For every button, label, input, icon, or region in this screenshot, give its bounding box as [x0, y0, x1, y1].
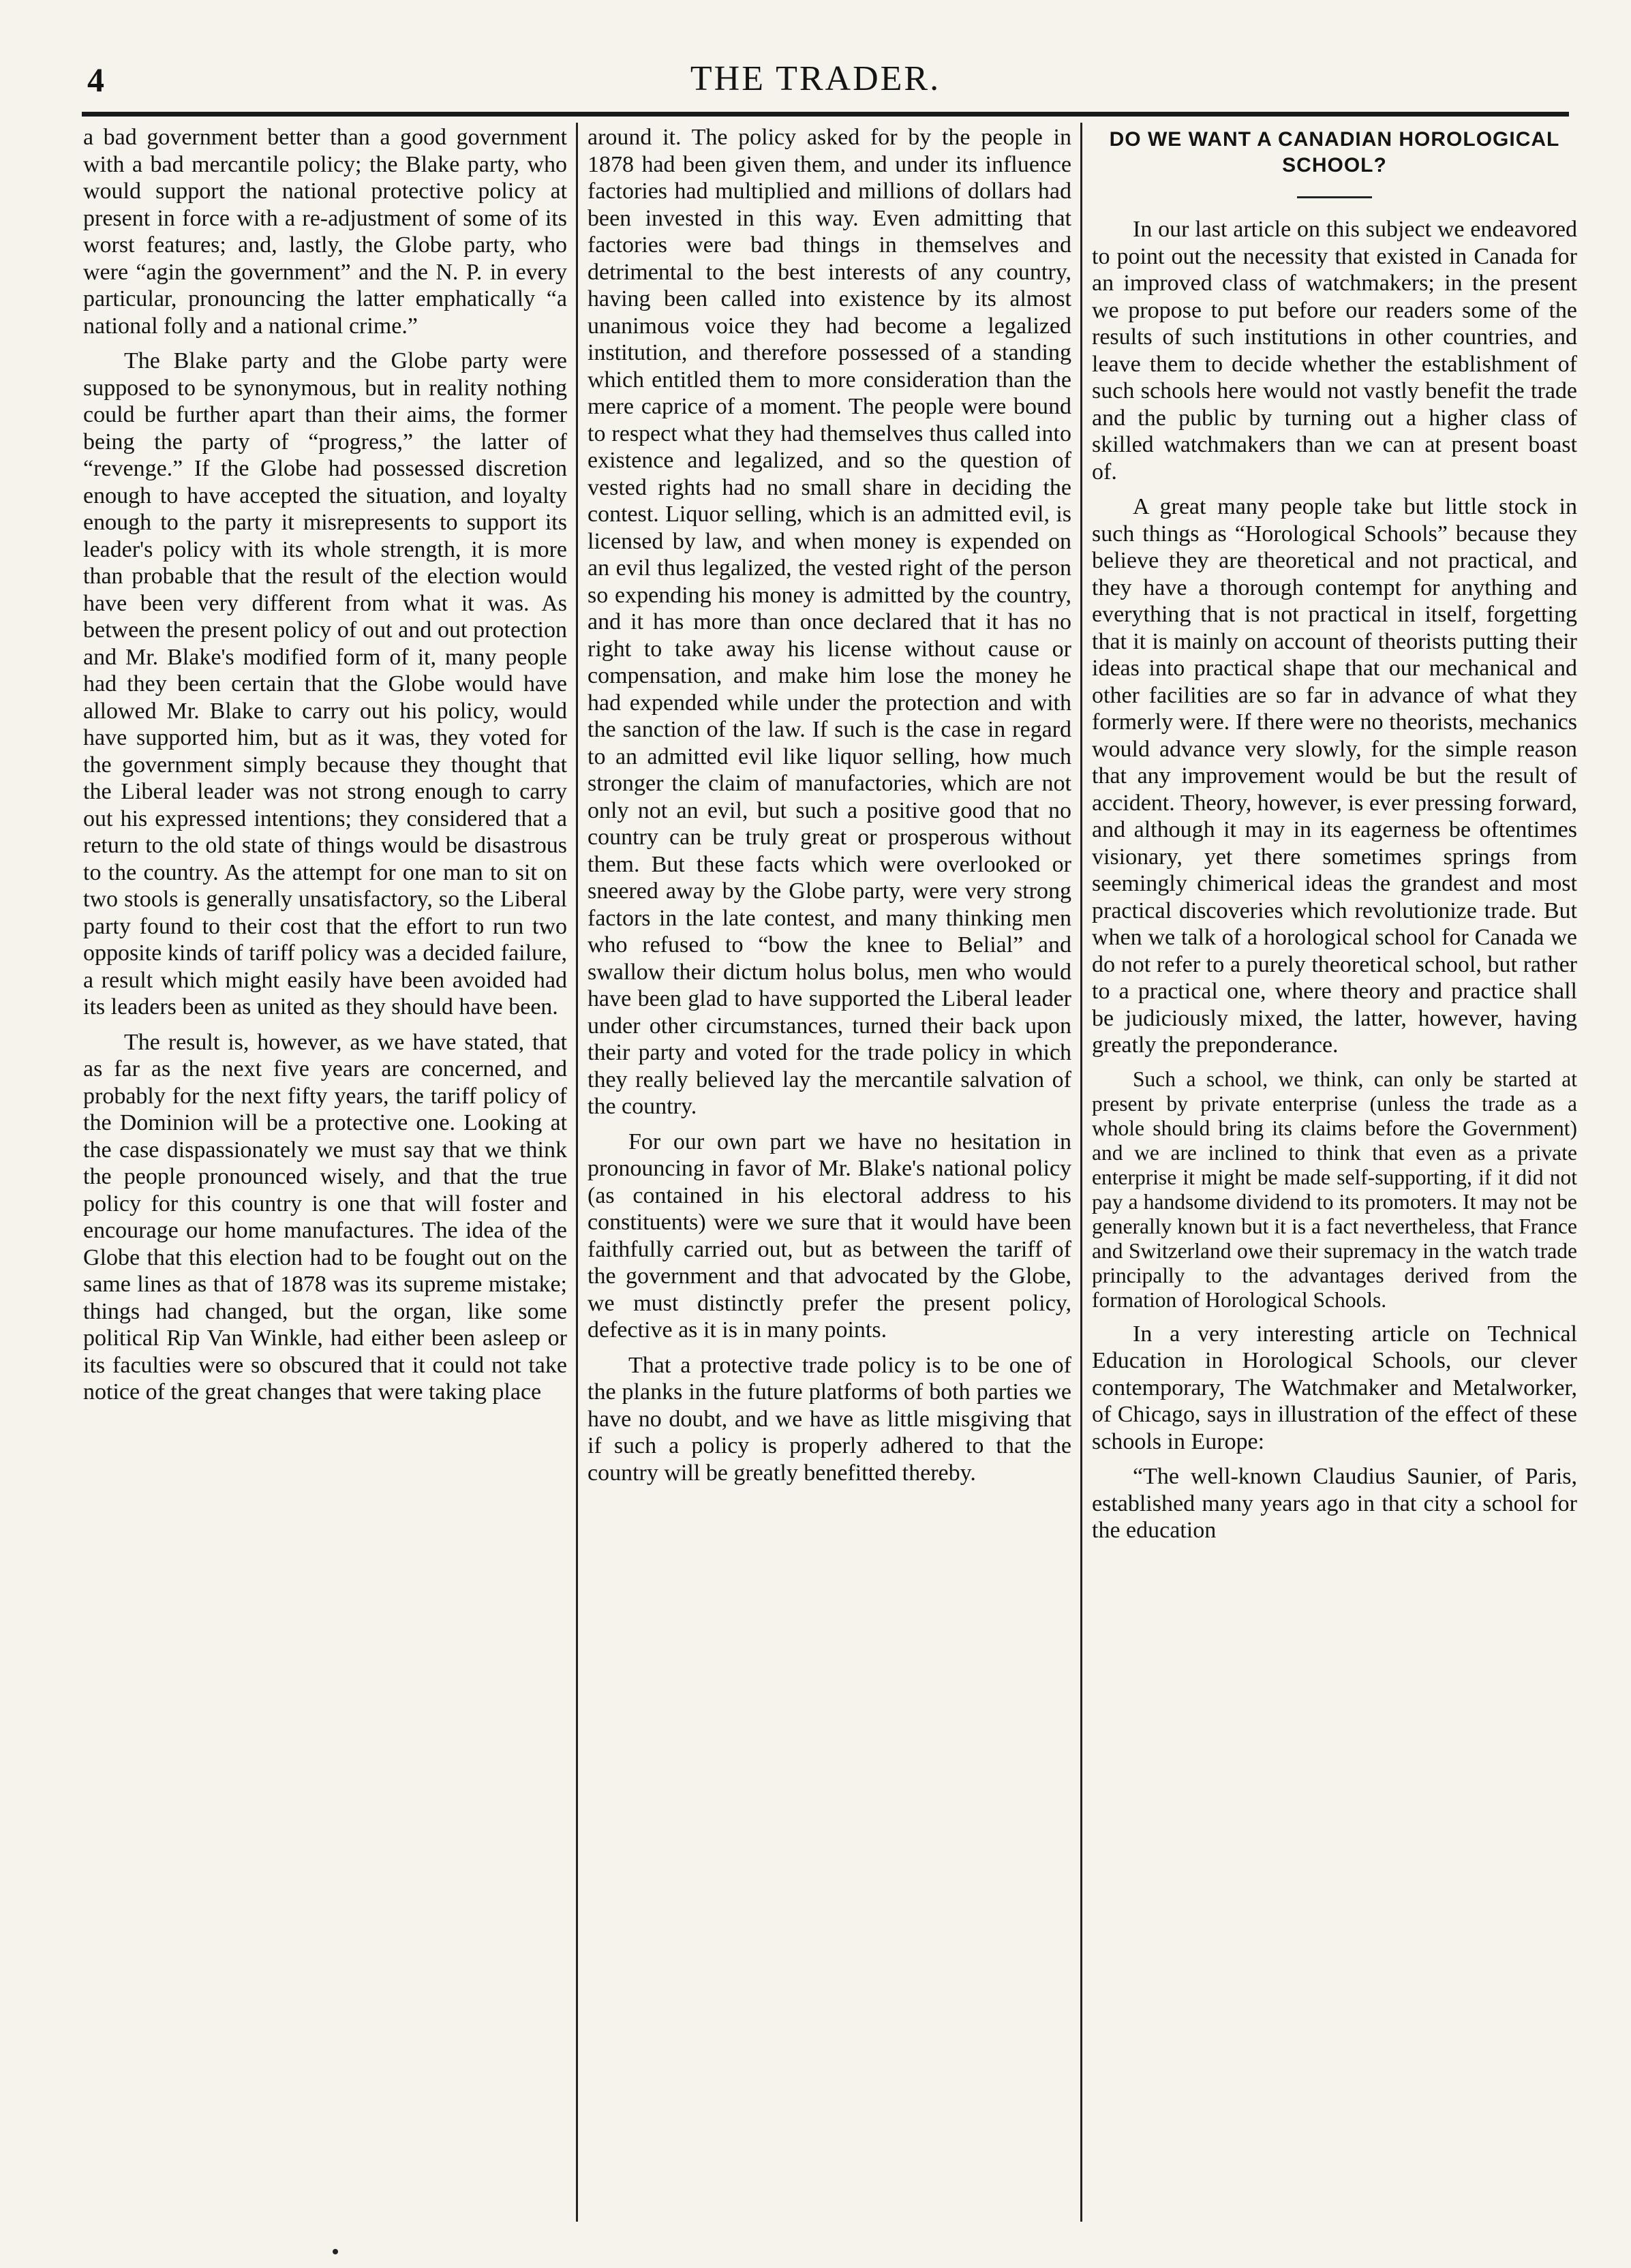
paragraph: The result is, however, as we have stated, that as far as the next five years are concerned, and probably for the next fifty years, the tariff policy of the Dominion will be a protective one. Looking at the case dispassionately we must say that we think the people pronounced wisely, and that the true policy for this country is one that will foster and encourage our home manufactures. The idea of the Globe that this election had to be fought out on the same lines as that of 1878 was its supreme mistake; things had changed, but the organ, like some political Rip Van Winkle, had either been asleep or its faculties were so obscured that it could not take notice of the great changes that were taking place — [83, 1029, 567, 1405]
column-3 — [1092, 124, 1577, 2223]
paragraph: “The well-known Claudius Saunier, of Paris, established many years ago in that city a school for the education — [1092, 1464, 1577, 1543]
column-divider — [576, 123, 578, 2222]
masthead-title: THE TRADER. — [690, 59, 941, 98]
article-heading: DO WE WANT A CANADIAN HOROLOGICAL SCHOOL? — [1109, 128, 1560, 177]
ink-speck — [333, 2249, 338, 2254]
heading-rule — [1297, 196, 1372, 198]
header-rule — [82, 112, 1569, 117]
paragraph: A great many people take but little stock in such things as “Horological Schools” because they believe they are theoretical and not practical, and they have a thorough contempt for anything and everything that is not practical in itself, forgetting that it is mainly on account of theorists putting their ideas into practical shape that our mechanical and other facilities are so far in advance of what they formerly were. If there were no theorists, mechanics would advance very slowly, for the simple reason that any improvement would be but the result of accident. Theory, however, is ever pressing forward, and although it may in its eagerness be oftentimes visionary, yet there sometimes springs from seemingly chimerical ideas the grandest and most practical discoveries which revolutionize trade. But when we talk of a horological school for Canada we do not refer to a purely theoretical school, but rather to a practical one, where theory and practice shall be judiciously mixed, the latter, however, having greatly the preponderance. — [1092, 494, 1577, 1058]
paragraph: For our own part we have no hesitation in pronouncing in favor of Mr. Blake's national policy (as contained in his electoral address to his constituents) were we sure that it would have been faithfully carried out, but as between the tariff of the government and that advocated by the Globe, we must distinctly prefer the present policy, defective as it is in many points. — [588, 1129, 1071, 1343]
column-1 — [83, 124, 567, 2223]
page-number: 4 — [87, 61, 104, 99]
paragraph: That a protective trade policy is to be one of the planks in the future platforms of both parties we have no doubt, and we have as little misgiving that if such a policy is properly adhered to that the country will be greatly benefitted thereby. — [588, 1352, 1071, 1486]
paragraph: In our last article on this subject we endeavored to point out the necessity that existed in Canada for an improved class of watchmakers; in the present we propose to put before our readers some of the results of such institutions in other countries, and leave them to decide whether the establishment of such schools here would not vastly benefit the trade and the public by turning out a higher class of skilled watchmakers than we can at present boast of. — [1092, 217, 1577, 485]
column-2 — [588, 124, 1071, 2223]
paragraph: around it. The policy asked for by the people in 1878 had been given them, and under its influence factories had multiplied and millions of dollars had been invested in this way. Even admitting that factories were bad things in themselves and detrimental to the best interests of any country, having been called into existence by its almost unanimous voice they had become a legalized institution, and therefore possessed of a standing which entitled them to more consideration than the mere caprice of a moment. The people were bound to respect what they had themselves thus called into existence and legalized, and so the question of vested rights had no small share in deciding the contest. Liquor selling, which is an admitted evil, is licensed by law, and when money is expended on an evil thus legalized, the vested right of the person so expending his money is admitted by the country, and it has more than once declared that it has no right to take away his license without cause or compensation, and make him lose the money he had expended while under the protection and with the sanction of the law. If such is the case in regard to an admitted evil like liquor selling, how much stronger the claim of manufactories, which are not only not an evil, but such a positive good that no country can be truly great or prosperous without them. But these facts which were overlooked or sneered away by the Globe party, were very strong factors in the late contest, and many thinking men who refused to “bow the knee to Belial” and swallow their dictum holus bolus, men who would have been glad to have supported the Liberal leader under other circumstances, turned their back upon their party and voted for the trade policy in which they really believed lay the mercantile salvation of the country. — [588, 125, 1071, 1119]
column-divider — [1080, 123, 1082, 2222]
paragraph: The Blake party and the Globe party were supposed to be synonymous, but in reality nothing could be further apart than their aims, the former being the party of “progress,” the latter of “revenge.” If the Globe had possessed discretion enough to have accepted the situation, and loyalty enough to the party it misrepresents to support its leader's policy with its whole strength, it is more than probable that the result of the election would have been very different from what it was. As between the present policy of out and out protection and Mr. Blake's modified form of it, many people had they been certain that the Globe would have allowed Mr. Blake to carry out his policy, would have supported him, but as it was, they voted for the government simply because they thought that the Liberal leader was not strong enough to carry out his expressed intentions; they considered that a return to the old state of things would be disastrous to the country. As the attempt for one man to sit on two stools is generally unsatisfactory, so the Liberal party found to their cost that the effort to run two opposite kinds of tariff policy was a decided failure, a result which might easily have been avoided had its leaders been as united as they should have been. — [83, 348, 567, 1020]
paragraph: a bad government better than a good government with a bad mercantile policy; the Blake party, who would support the national protective policy at present in force with a re-adjustment of some of its worst features; and, lastly, the Globe party, who were “agin the government” and the N. P. in every particular, pronouncing the latter emphatically “a national folly and a national crime.” — [83, 125, 567, 339]
paragraph: Such a school, we think, can only be started at present by private enterprise (unless the trade as a whole should bring its claims before the Government) and we are inclined to think that even as a private enterprise it might be made self-supporting, if it did not pay a handsome dividend to its promoters. It may not be generally known but it is a fact nevertheless, that France and Switzerland owe their supremacy in the watch trade principally to the advantages derived from the formation of Horological Schools. — [1092, 1067, 1577, 1312]
paragraph: In a very interesting article on Technical Education in Horological Schools, our clever contemporary, The Watchmaker and Metalworker, of Chicago, says in illustration of the effect of these schools in Europe: — [1092, 1321, 1577, 1454]
